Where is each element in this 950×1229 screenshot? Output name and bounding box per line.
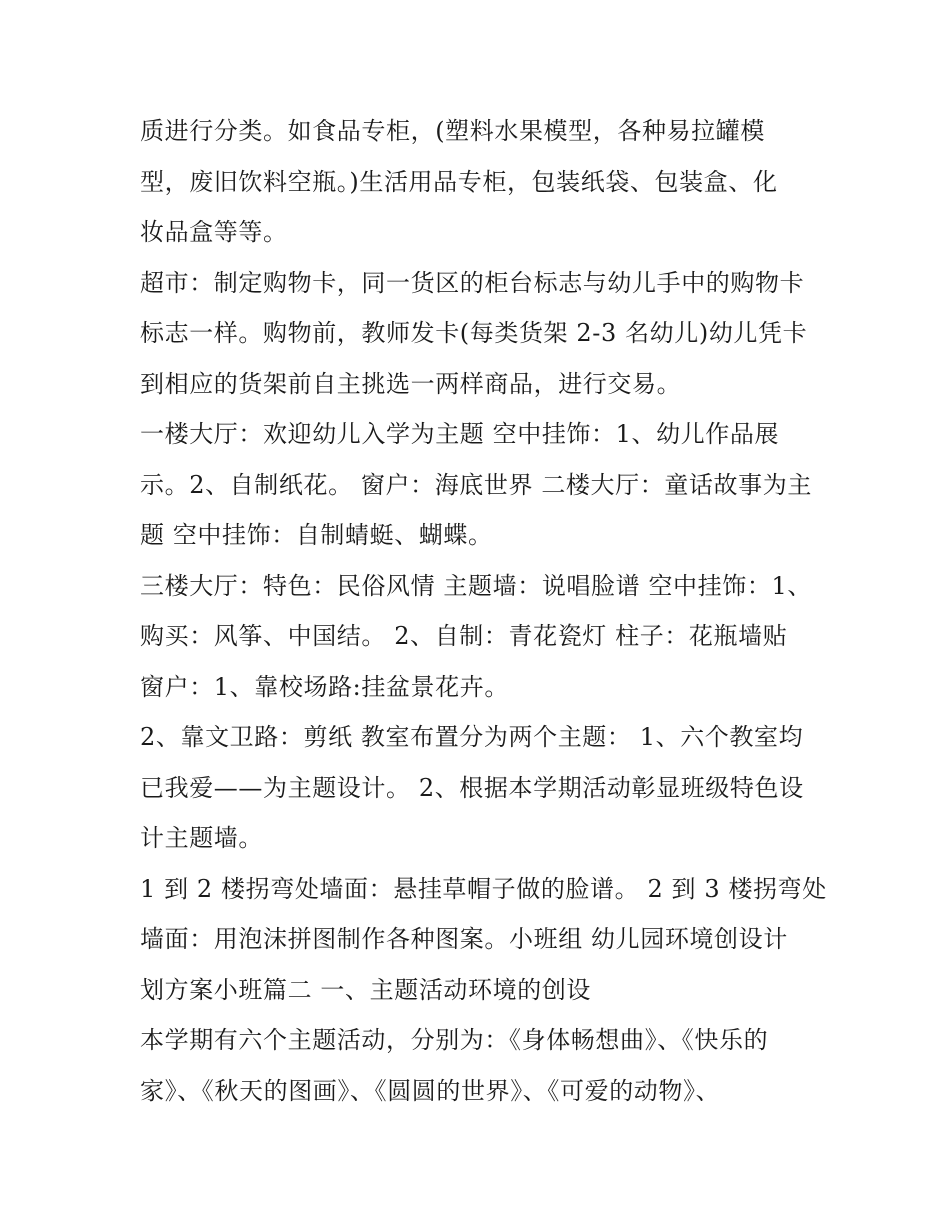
text-line: 三楼大厅：特色：民俗风情 主题墙：说唱脸谱 空中挂饰：1、 bbox=[140, 571, 812, 600]
text-line: 质进行分类。如食品专柜，(塑料水果模型，各种易拉罐模 bbox=[140, 117, 765, 145]
text-line: 划方案小班篇二 一、主题活动环境的创设 bbox=[140, 975, 592, 1004]
text-line: 标志一样。购物前，教师发卡(每类货架 2-3 名幼儿)幼儿凭卡 bbox=[140, 319, 808, 347]
text-line: 已我爱——为主题设计。 2、根据本学期活动彰显班级特色设 bbox=[140, 773, 804, 802]
text-line: 妆品盒等等。 bbox=[140, 218, 288, 246]
text-line: 本学期有六个主题活动，分别为：《身体畅想曲》、《快乐的 bbox=[140, 1026, 769, 1054]
text-line: 家》、《秋天的图画》、《圆圆的世界》、《可爱的动物》、 bbox=[140, 1076, 721, 1105]
text-line: 一楼大厅：欢迎幼儿入学为主题 空中挂饰：1、幼儿作品展 bbox=[140, 420, 780, 448]
text-line: 窗户：1、靠校场路:挂盆景花卉。 bbox=[140, 672, 509, 701]
text-line: 计主题墙。 bbox=[140, 824, 263, 852]
text-line: 题 空中挂饰：自制蜻蜓、蝴蝶。 bbox=[140, 521, 493, 549]
text-line: 到相应的货架前自主挑选一两样商品，进行交易。 bbox=[140, 369, 682, 398]
text-line: 1 到 2 楼拐弯处墙面：悬挂草帽子做的脸谱。 2 到 3 楼拐弯处 bbox=[140, 874, 827, 903]
text-line: 购买：风筝、中国结。 2、自制：青花瓷灯 柱子：花瓶墙贴 bbox=[140, 622, 788, 650]
text-line: 示。2、自制纸花。 窗户：海底世界 二楼大厅：童话故事为主 bbox=[140, 470, 812, 499]
text-line: 超市：制定购物卡，同一货区的柜台标志与幼儿手中的购物卡 bbox=[140, 268, 805, 297]
text-line: 2、靠文卫路：剪纸 教室布置分为两个主题： 1、六个教室均 bbox=[140, 723, 804, 751]
body-text bbox=[140, 106, 827, 1116]
text-line: 型，废旧饮料空瓶。)生活用品专柜，包装纸袋、包装盒、化 bbox=[140, 167, 778, 196]
text-line: 墙面：用泡沫拼图制作各种图案。小班组 幼儿园环境创设计 bbox=[140, 925, 788, 953]
